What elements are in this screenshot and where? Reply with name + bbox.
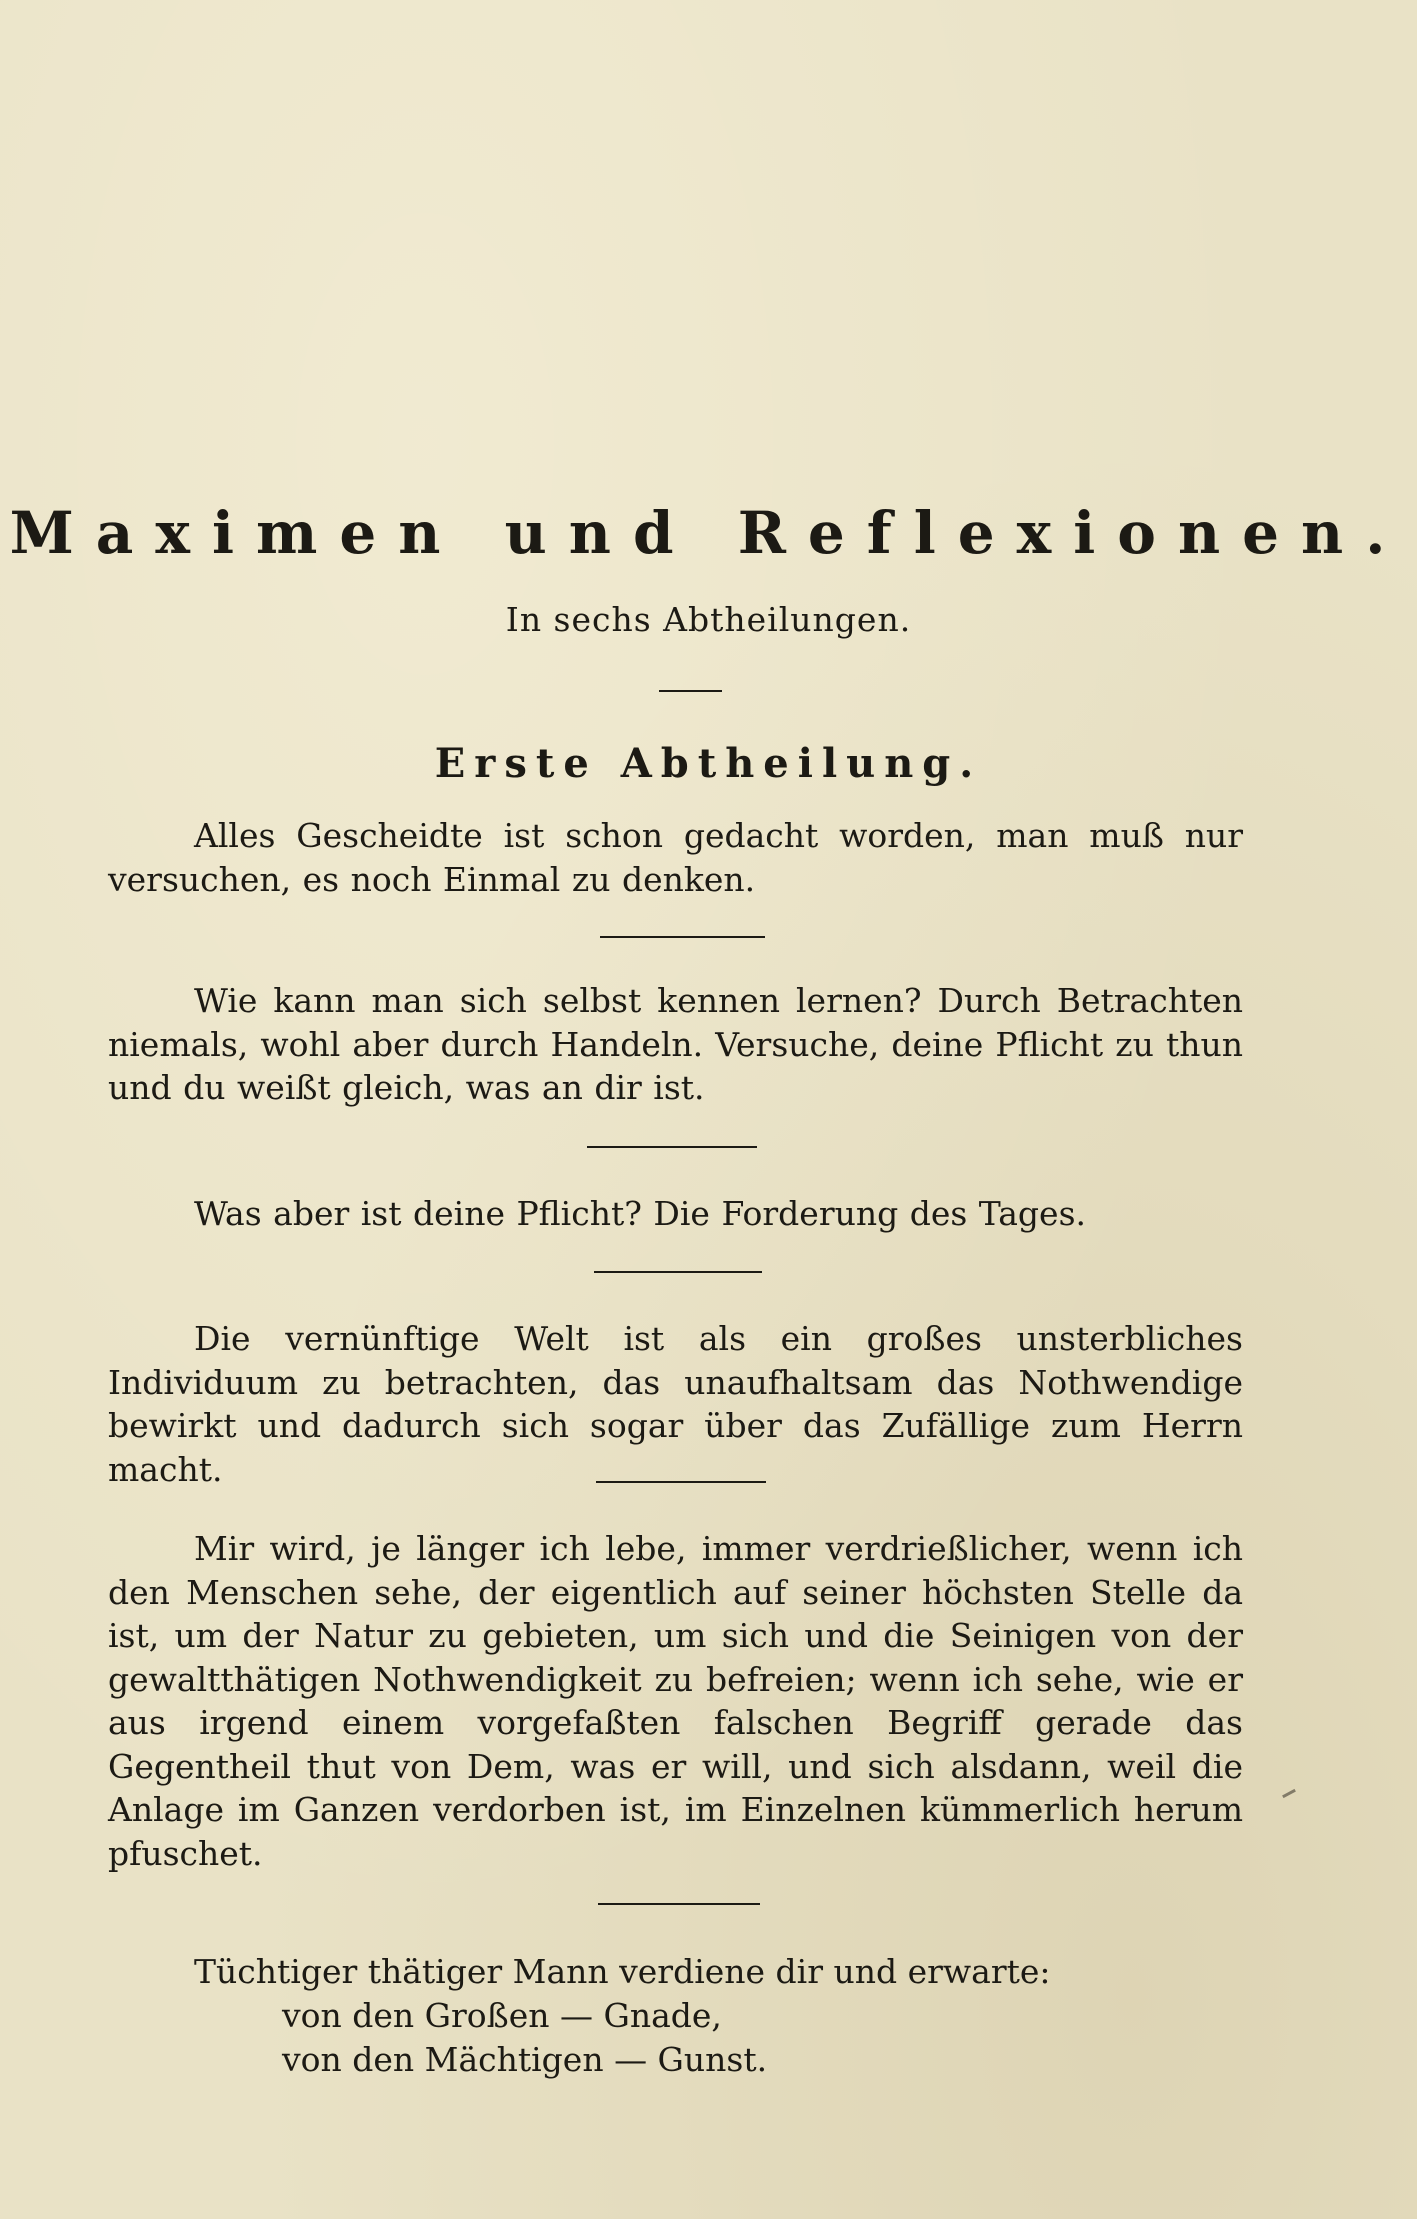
verse-line: von den Mächtigen — Gunst. [282,2040,768,2079]
paper-blemish [1282,1789,1296,1798]
maxim-text: Die vernünftige Welt ist als ein großes unsterbliches Individuum zu betrachten, das unaufhaltsam das Nothwendige bewirkt und dadurch sich sogar über das Zufällige zum Herrn macht. [108,1319,1243,1489]
closing-verse [194,1950,1244,2082]
maxim-paragraph [108,1527,1243,1875]
maxim-text: Wie kann man sich selbst kennen lernen? Durch Betrachten niemals, wohl aber durch Handeln. Versuche, deine Pflicht zu thun und du weißt gleich, was an dir ist. [108,981,1243,1107]
maxim-paragraph [108,814,1243,901]
divider-rule [587,1146,757,1148]
verse-line: Tüchtiger thätiger Mann verdiene dir und erwarte: [194,1952,1051,1991]
divider-rule [594,1271,762,1273]
verse-line: von den Großen — Gnade, [282,1996,722,2035]
maxim-text: Mir wird, je länger ich lebe, immer verdrießlicher, wenn ich den Menschen sehe, der eigentlich auf seiner höchsten Stelle da ist, um der Natur zu gebieten, um sich und die Seinigen von der gewaltthätigen Nothwendigkeit zu befreien; wenn ich sehe, wie er aus irgend einem vorgefaßten falschen Begriff gerade das Gegentheil thut von Dem, was er will, und sich alsdann, weil die Anlage im Ganzen verdorben ist, im Einzelnen kümmerlich herum pfuschet. [108,1529,1243,1873]
divider-rule [596,1481,766,1483]
maxim-paragraph [108,1192,1243,1236]
maxim-paragraph [108,1317,1243,1491]
page-subtitle: In sechs Abtheilungen. [505,600,912,639]
page-title: Maximen und Reflexionen. [9,499,1408,567]
divider-rule [659,690,722,692]
divider-rule [600,936,765,938]
section-heading: Erste Abtheilung. [434,740,983,787]
maxim-paragraph [108,979,1243,1110]
maxim-text: Was aber ist deine Pflicht? Die Forderung des Tages. [194,1194,1087,1233]
divider-rule [598,1903,760,1905]
maxim-text: Alles Gescheidte ist schon gedacht worden, man muß nur versuchen, es noch Einmal zu denken. [108,816,1243,899]
